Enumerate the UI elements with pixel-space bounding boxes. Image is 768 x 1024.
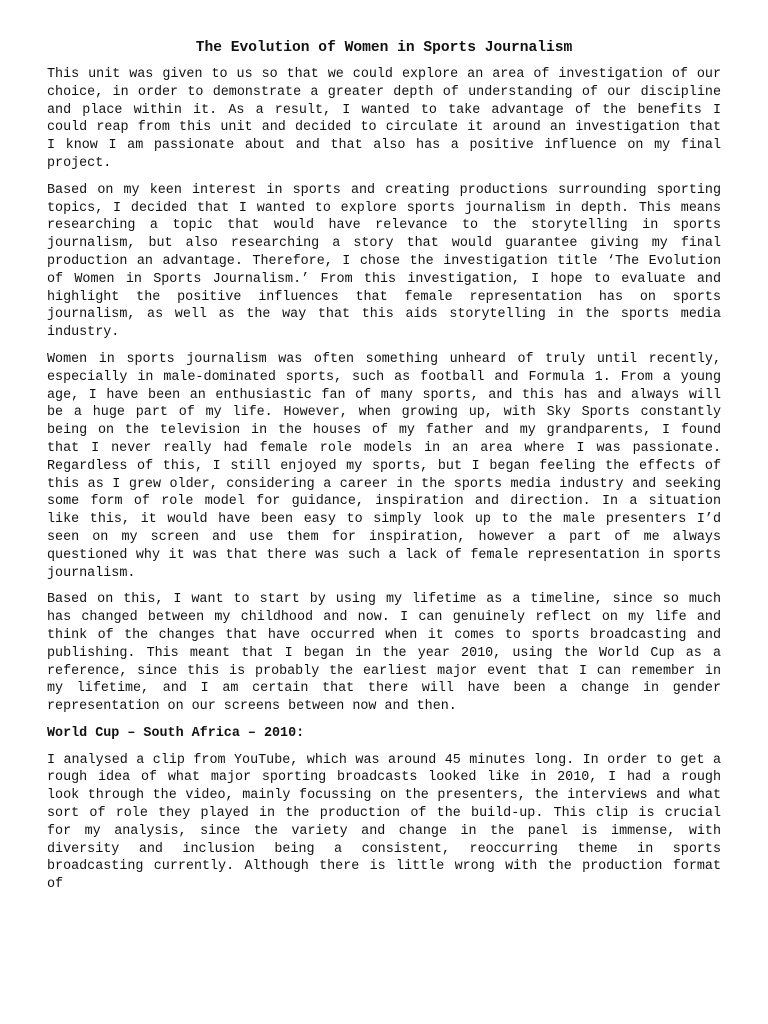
document-title: The Evolution of Women in Sports Journalism (195, 40, 573, 56)
paragraph-intro: This unit was given to us so that we could explore an area of investigation of our choice, in order to demonstrate a greater depth of understanding of our discipline and place within it. As a result, I wanted to take advantage of the benefits I could reap from this unit and decided to circulate it around an investigation that I know I am passionate about and that also has a positive influence on my final project. (47, 67, 721, 171)
section-heading-world-cup: World Cup – South Africa – 2010: (47, 725, 305, 741)
paragraph-analysis: I analysed a clip from YouTube, which was around 45 minutes long. In order to get a rough idea of what major sporting broadcasts looked like in 2010, I had a rough look through the video, mainly focussing on the presenters, the interviews and what sort of role they played in the production of the build-up. This clip is crucial for my analysis, since the variety and change in the panel is immense, with diversity and inclusion being a consistent, reoccurring theme in sports broadcasting currently. Although there is little wrong with the production format of (47, 752, 721, 893)
paragraph-timeline: Based on this, I want to start by using my lifetime as a timeline, since so much has changed between my childhood and now. I can genuinely reflect on my life and think of the changes that have occurred when it comes to sports broadcasting and publishing. This meant that I began in the year 2010, using the World Cup as a reference, since this is probably the earliest major event that I can remember in my lifetime, and I am certain that there will have been a change in gender representation on our screens between now and then. (47, 592, 721, 715)
paragraph-interest: Based on my keen interest in sports and creating productions surrounding sporting topics, I decided that I wanted to explore sports journalism in depth. This means researching a topic that would have relevance to the storytelling in sports journalism, but also researching a story that would guarantee giving my final production an advantage. Therefore, I chose the investigation title ‘The Evolution of Women in Sports Journalism.’ From this investigation, I hope to evaluate and highlight the positive influences that female representation has on sports journalism, as well as the way that this aids storytelling in the sports media industry. (47, 182, 721, 341)
paragraph-background: Women in sports journalism was often something unheard of truly until recently, especially in male-dominated sports, such as football and Formula 1. From a young age, I have been an enthusiastic fan of many sports, and this has and always will be a huge part of my life. However, when growing up, with Sky Sports constantly being on the television in the houses of my father and my grandparents, I found that I never really had female role models in an area where I was passionate. Regardless of this, I still enjoyed my sports, but I began feeling the effects of this as I grew older, considering a career in the sports media industry and seeking some form of role model for guidance, inspiration and direction. In a situation like this, it would have been easy to simply look up to the male presenters I’d seen on my screen and use them for inspiration, however a part of me always questioned why it was that there was such a lack of female representation in sports journalism. (47, 351, 721, 581)
document-page (47, 38, 721, 903)
